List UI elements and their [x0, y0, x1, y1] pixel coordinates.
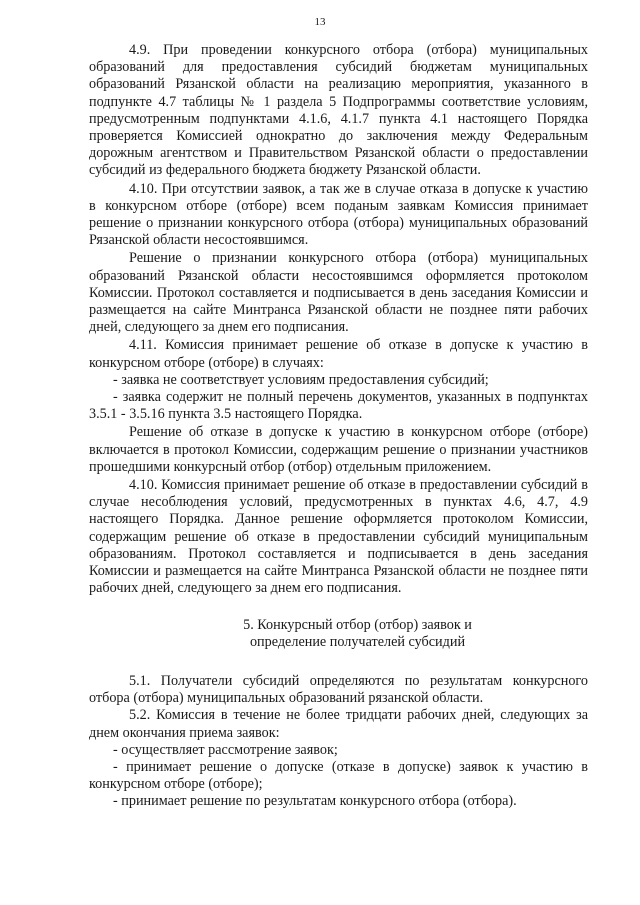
paragraph-4-10-refusal-subsidies: 4.10. Комиссия принимает решение об отказе в предоставлении субсидий в случае несоблюдения условий, предусмотренных в пунктах 4.6, 4.7, 4.9 настоящего Порядка. Данное решение оформляется протоколом Комиссии, содержащим решение об отказе в предоставлении субсидий муниципальным образованиям. Протокол составляется и подписывается в день заседания Комиссии и размещается на сайте Минтранса Рязанской области не позднее пяти рабочих дней, следующего за днем его подписания.	[89, 477, 588, 597]
list-item-5-2-3: - принимает решение по результатам конкурсного отбора (отбора).	[113, 793, 517, 810]
page-number: 13	[314, 16, 326, 28]
paragraph-refusal-protocol: Решение об отказе в допуске к участию в конкурсном отборе (отборе) включается в протокол Комиссии, содержащим решение о признании участников прошедшими конкурсный отбор (отбор) отдельным приложением.	[89, 424, 588, 475]
list-item-5-2-2: - принимает решение о допуске (отказе в допуске) заявок к участию в конкурсном отборе (отборе);	[89, 758, 588, 793]
paragraph-5-1: 5.1. Получатели субсидий определяются по результатам конкурсного отбора (отбора) муниципальных образований рязанской области.	[89, 672, 588, 707]
list-item-4-11-1: - заявка не соответствует условиям предоставления субсидий;	[113, 371, 489, 388]
paragraph-4-10-no-applications: 4.10. При отсутствии заявок, а так же в случае отказа в допуске к участию в конкурсном отборе (отборе) всем поданым заявкам Комиссия принимает решение о признании конкурсного отбора (отбора) муниципальных образований Рязанской области несостоявшимся.	[89, 180, 588, 249]
paragraph-4-11: 4.11. Комиссия принимает решение об отказе в допуске к участию в конкурсном отборе (отборе) в случаях:	[89, 337, 588, 371]
paragraph-4-9: 4.9. При проведении конкурсного отбора (отбора) муниципальных образований для предоставления субсидий бюджетам муниципальных образований Рязанской области на реализацию мероприятия, указанного в подпункте 4.7 таблицы № 1 раздела 5 Подпрограммы соответствие условиям, предусмотренным подпунктами 4.1.6, 4.1.7 пункта 4.1 настоящего Порядка проверяется Комиссией однократно до заключения между Федеральным дорожным агентством и Правительством Рязанской области о предоставлении субсидий из федерального бюджета бюджету Рязанской области.	[89, 42, 588, 179]
document-body	[89, 42, 588, 811]
section-5-heading-line1: 5. Конкурсный отбор (отбор) заявок и	[243, 616, 472, 633]
paragraph-5-2: 5.2. Комиссия в течение не более тридцати рабочих дней, следующих за днем окончания приема заявок:	[89, 707, 588, 741]
section-5-heading	[89, 617, 588, 651]
paragraph-decision-protocol: Решение о признании конкурсного отбора (отбора) муниципальных образований Рязанской области несостоявшимся оформляется протоколом Комиссии. Протокол составляется и подписывается в день заседания Комиссии и размещается на сайте Минтранса Рязанской области не позднее пяти рабочих дней, следующего за днем его подписания.	[89, 250, 588, 336]
list-item-5-2-1: - осуществляет рассмотрение заявок;	[113, 741, 338, 758]
list-item-4-11-2: - заявка содержит не полный перечень документов, указанных в подпунктах 3.5.1 - 3.5.16 пункта 3.5 настоящего Порядка.	[89, 389, 588, 423]
section-5-heading-line2: определение получателей субсидий	[249, 633, 466, 650]
